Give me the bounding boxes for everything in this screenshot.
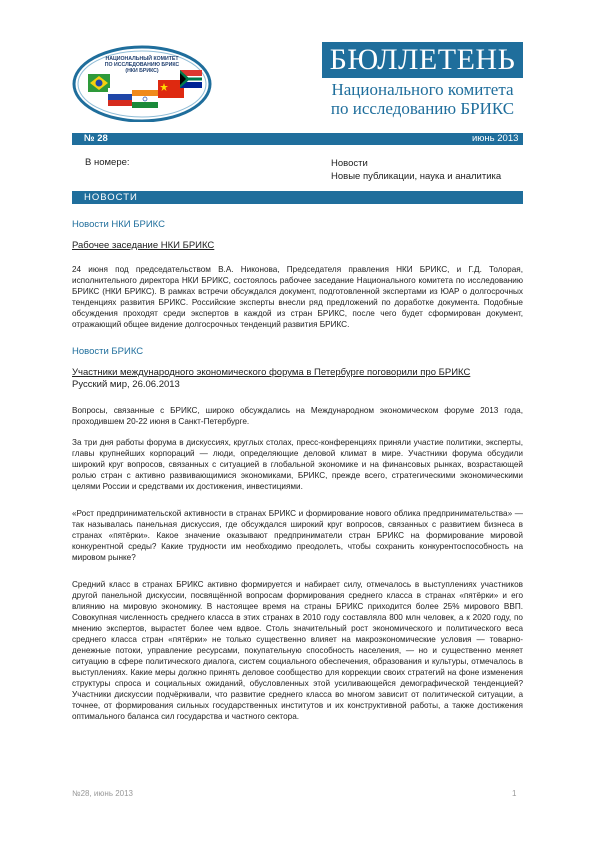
section-bar-news <box>72 191 523 204</box>
subtitle-line2: по исследованию БРИКС <box>330 99 515 118</box>
block2-paragraph-2: За три дня работы форума в дискуссиях, круглых столах, пресс-конференциях приняли участие политики, эксперты, главы крупнейших корпораций — люди, определяющие деловой климат в мире. Участники форума обсудили широкий круг вопросов, связанных с ситуацией в глобальной экономике и на финансовых рынках, возрастающей ролью стран с активно развивающимися экономиками, БРИКС, прежде всего, стратегическими экономическими целями России и средствами их достижения, инвестициями. <box>72 438 523 491</box>
block2-source: Русский мир, 26.06.2013 <box>72 379 180 390</box>
block2-heading: Новости БРИКС <box>72 346 144 357</box>
india-flag <box>132 90 158 108</box>
block2-subheading[interactable]: Участники международного экономического форума в Петербурге поговорили про БРИКС <box>72 367 471 378</box>
block2-paragraph-4: Средний класс в странах БРИКС активно формируется и набирает силу, отмечалось в выступлениях участников другой панельной дискуссии, посвящённой вопросам формирования среднего класса в странах «пятёрки» и его влиянию на мировую экономику. В настоящее время на страны БРИКС приходится более 25% мирового ВВП. Совокупная численность среднего класса в этих странах в 2010 году составляла 800 млн человек, а к 2020 году, по мнению экспертов, вырастет более чем вдвое. Столь значительный рост экономического и политического веса среднего класса стран «пятёрки» не только существенно влияет на макроэкономические условия — товарно-денежные потоки, управление ресурсами, покупательную способность населения, — но и существенно меняет ситуацию в сфере политического диалога, систем социального обеспечения, образования и культуры, отмечалось в выступлениях. Какие меры должно принять деловое сообщество для коррекции своих стратегий на фоне изменения структуры спроса и социальных ожиданий, обусловленных этой усиливающейся демографической тенденцией? Участники дискуссии подчёркивали, что развитие среднего класса во многом зависит от политической ситуации, а точнее, от формирования сильных государственных институтов и их конструктивной работы, а также достижения оптимального баланса сил государства и частного сектора. <box>72 580 523 721</box>
issue-number: № 28 <box>84 133 108 144</box>
section-title: НОВОСТИ <box>84 192 138 203</box>
issue-date: июнь 2013 <box>472 133 519 144</box>
contents-item[interactable]: Новости <box>331 158 368 169</box>
page-number: 1 <box>512 789 517 798</box>
subtitle-line1: Национального комитета <box>331 80 514 99</box>
logo-text-line1: НАЦИОНАЛЬНЫЙ КОМИТЕТ <box>105 56 179 62</box>
russia-flag <box>108 88 132 106</box>
logo-text-line3: (НКИ БРИКС) <box>125 68 159 74</box>
footer-issue: №28, июнь 2013 <box>72 789 133 798</box>
contents-item[interactable]: Новые публикации, наука и аналитика <box>331 171 502 182</box>
block1-paragraph: 24 июня под председательством В.А. Никонова, Председателя правления НКИ БРИКС, и Г.Д. Толорая, исполнительного директора НКИ БРИКС, состоялось рабочее заседание Национального комитета по исследованию БРИКС (НКИ БРИКС). В рамках встречи обсуждался документ, подготовленной экспертами из ЮАР о долгосрочных тенденциях развития БРИКС. Российские эксперты внесли ряд предложений по доработке документа. Подобные обсуждения проходят среди экспертов в каждой из стран БРИКС, после чего будет сформирован документ, отражающий общее видение долгосрочных тенденций развития БРИКС. <box>72 265 523 329</box>
bulletin-subtitle <box>322 80 523 118</box>
bulletin-banner: БЮЛЛЕТЕНЬ <box>322 42 523 78</box>
block1-subheading[interactable]: Рабочее заседание НКИ БРИКС <box>72 240 215 251</box>
brics-logo <box>72 44 212 122</box>
logo-text-line2: ПО ИССЛЕДОВАНИЮ БРИКС <box>104 62 180 68</box>
contents-label: В номере: <box>85 157 130 168</box>
block1-heading: Новости НКИ БРИКС <box>72 219 165 230</box>
issue-bar <box>72 133 523 145</box>
south-africa-flag <box>180 70 202 88</box>
block2-paragraph-3: «Рост предпринимательской активности в странах БРИКС и формирование нового облика предпринимательства» — так называлась панельная дискуссия, где обсуждался широкий круг вопросов, связанных с развитием бизнеса в странах «пятёрки». Какое значение оказывают предприниматели стран БРИКС на формирование мировой конкурентной среды? Какие трудности им необходимо преодолеть, чтобы сохранить конкурентоспособность на мировом рынке? <box>72 509 523 562</box>
block2-paragraph-1: Вопросы, связанные с БРИКС, широко обсуждались на Международном экономическом форуме 2013 года, проходившем 20-22 июня в Санкт-Петербурге. <box>72 406 523 426</box>
contents-list <box>331 157 501 183</box>
